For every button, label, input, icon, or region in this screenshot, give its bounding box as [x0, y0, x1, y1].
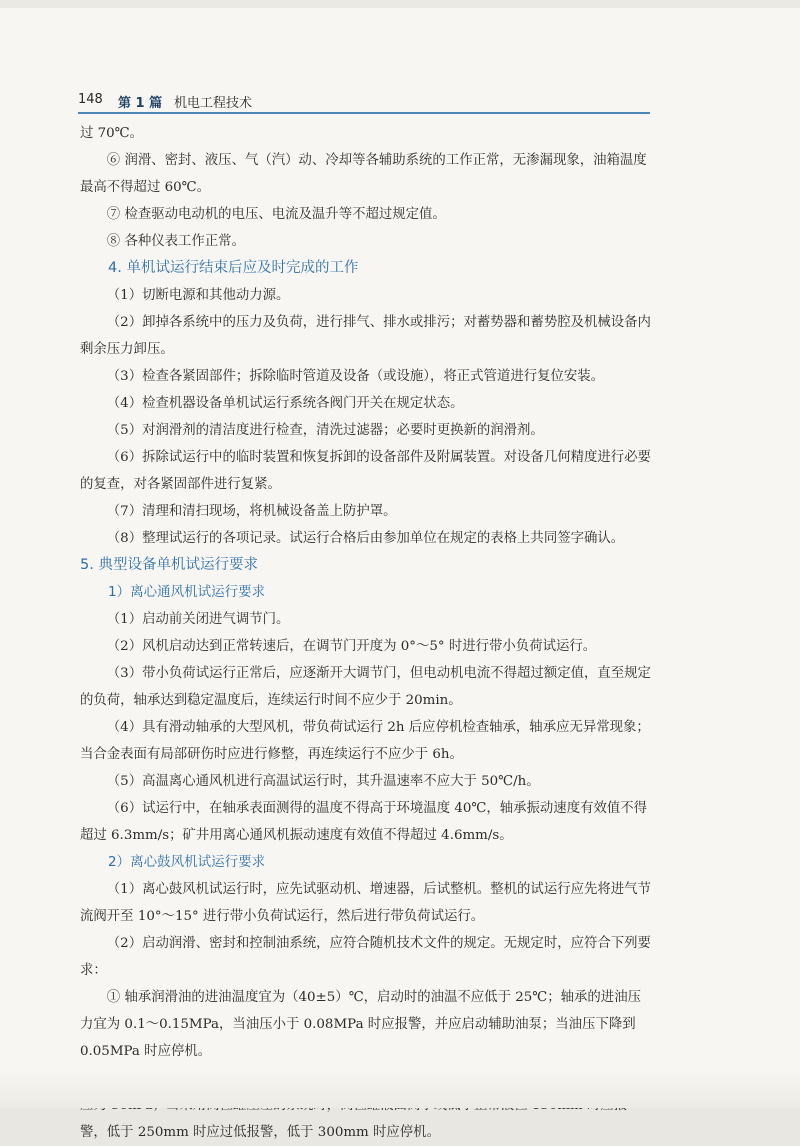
list-item: （1）启动前关闭进气调节门。: [106, 612, 290, 627]
paragraph: ⑥ 润滑、密封、液压、气（汽）动、冷却等各辅助系统的工作正常，无渗漏现象，油箱温度最高不得超过 60℃。: [80, 153, 647, 195]
running-header: [78, 90, 650, 112]
page-body: [80, 120, 652, 1146]
list-item: （4）具有滑动轴承的大型风机，带负荷试运行 2h 后应停机检查轴承，轴承应无异常现象；当合金表面有局部研伤时应进行修整，再连续运行不应少于 6h。: [80, 720, 650, 762]
page-bottom-edge: [0, 1068, 800, 1108]
list-item: （4）检查机器设备单机试运行系统各阀门开关在规定状态。: [106, 396, 464, 411]
list-item: （5）对润滑剂的清洁度进行检查，清洗过滤器；必要时更换新的润滑剂。: [106, 423, 544, 438]
list-item: （3）检查各紧固部件；拆除临时管道及设备（或设施），将正式管道进行复位安装。: [106, 369, 605, 384]
list-item: （2）风机启动达到正常转速后，在调节门开度为 0°～5° 时进行带小负荷试运行。: [106, 639, 597, 654]
list-item: （2）启动润滑、密封和控制油系统，应符合随机技术文件的规定。无规定时，应符合下列要求：: [80, 936, 651, 978]
list-item: （6）拆除试运行中的临时装置和恢复拆卸的设备部件及附属装置。对设备几何精度进行必要的复查，对各紧固部件进行复紧。: [80, 450, 651, 492]
list-item: （5）高温离心通风机进行高温试运行时，其升温速率不应大于 50℃/h。: [106, 774, 540, 789]
list-item: 警，低于 250mm 时应过低报警，低于 300mm 时应停机。: [80, 1125, 440, 1140]
list-item: （1）离心鼓风机试运行时，应先试驱动机、增速器，后试整机。整机的试运行应先将进气节流阀开至 10°～15° 进行带小负荷试运行，然后进行带负荷试运行。: [80, 882, 651, 924]
list-item: （1）切断电源和其他动力源。: [106, 288, 290, 303]
list-item: （8）整理试运行的各项记录。试运行合格后由参加单位在规定的表格上共同签字确认。: [106, 531, 625, 546]
header-rule: [78, 112, 650, 114]
list-item: （7）清理和清扫现场，将机械设备盖上防护罩。: [106, 504, 397, 519]
section-heading: 5. 典型设备单机试运行要求: [80, 557, 258, 573]
paragraph: ⑧ 各种仪表工作正常。: [106, 234, 245, 249]
list-item: ① 轴承润滑油的进油温度宜为（40±5）℃，启动时的油温不应低于 25℃；轴承的进油压力宜为 0.1～0.15MPa，当油压小于 0.08MPa 时应报警，并应启动辅助油泵；当油压下降到 0.05MPa 时应停机。: [80, 990, 641, 1059]
page-top-edge: [0, 0, 800, 8]
paragraph: ⑦ 检查驱动电动机的电压、电流及温升等不超过规定值。: [106, 207, 446, 222]
subsection-heading: 1）离心通风机试运行要求: [108, 584, 266, 600]
section-heading: 4. 单机试运行结束后应及时完成的工作: [108, 260, 359, 276]
page-number: 148: [78, 92, 103, 107]
list-item: （3）带小负荷试运行正常后，应逐渐开大调节门，但电动机电流不得超过额定值，直至规定的负荷，轴承达到稳定温度后，连续运行时间不应少于 20min。: [80, 666, 651, 708]
subsection-heading: 2）离心鼓风机试运行要求: [108, 854, 266, 870]
paragraph: 过 70℃。: [80, 126, 144, 141]
part-label: 第 1 篇: [118, 96, 163, 111]
part-title: 机电工程技术: [174, 96, 253, 111]
list-item: （6）试运行中，在轴承表面测得的温度不得高于环境温度 40℃，轴承振动速度有效值不得超过 6.3mm/s；矿井用离心通风机振动速度有效值不得超过 4.6mm/s。: [80, 801, 648, 843]
list-item: （2）卸掉各系统中的压力及负荷，进行排气、排水或排污；对蓄势器和蓄势腔及机械设备内剩余压力卸压。: [80, 315, 651, 357]
